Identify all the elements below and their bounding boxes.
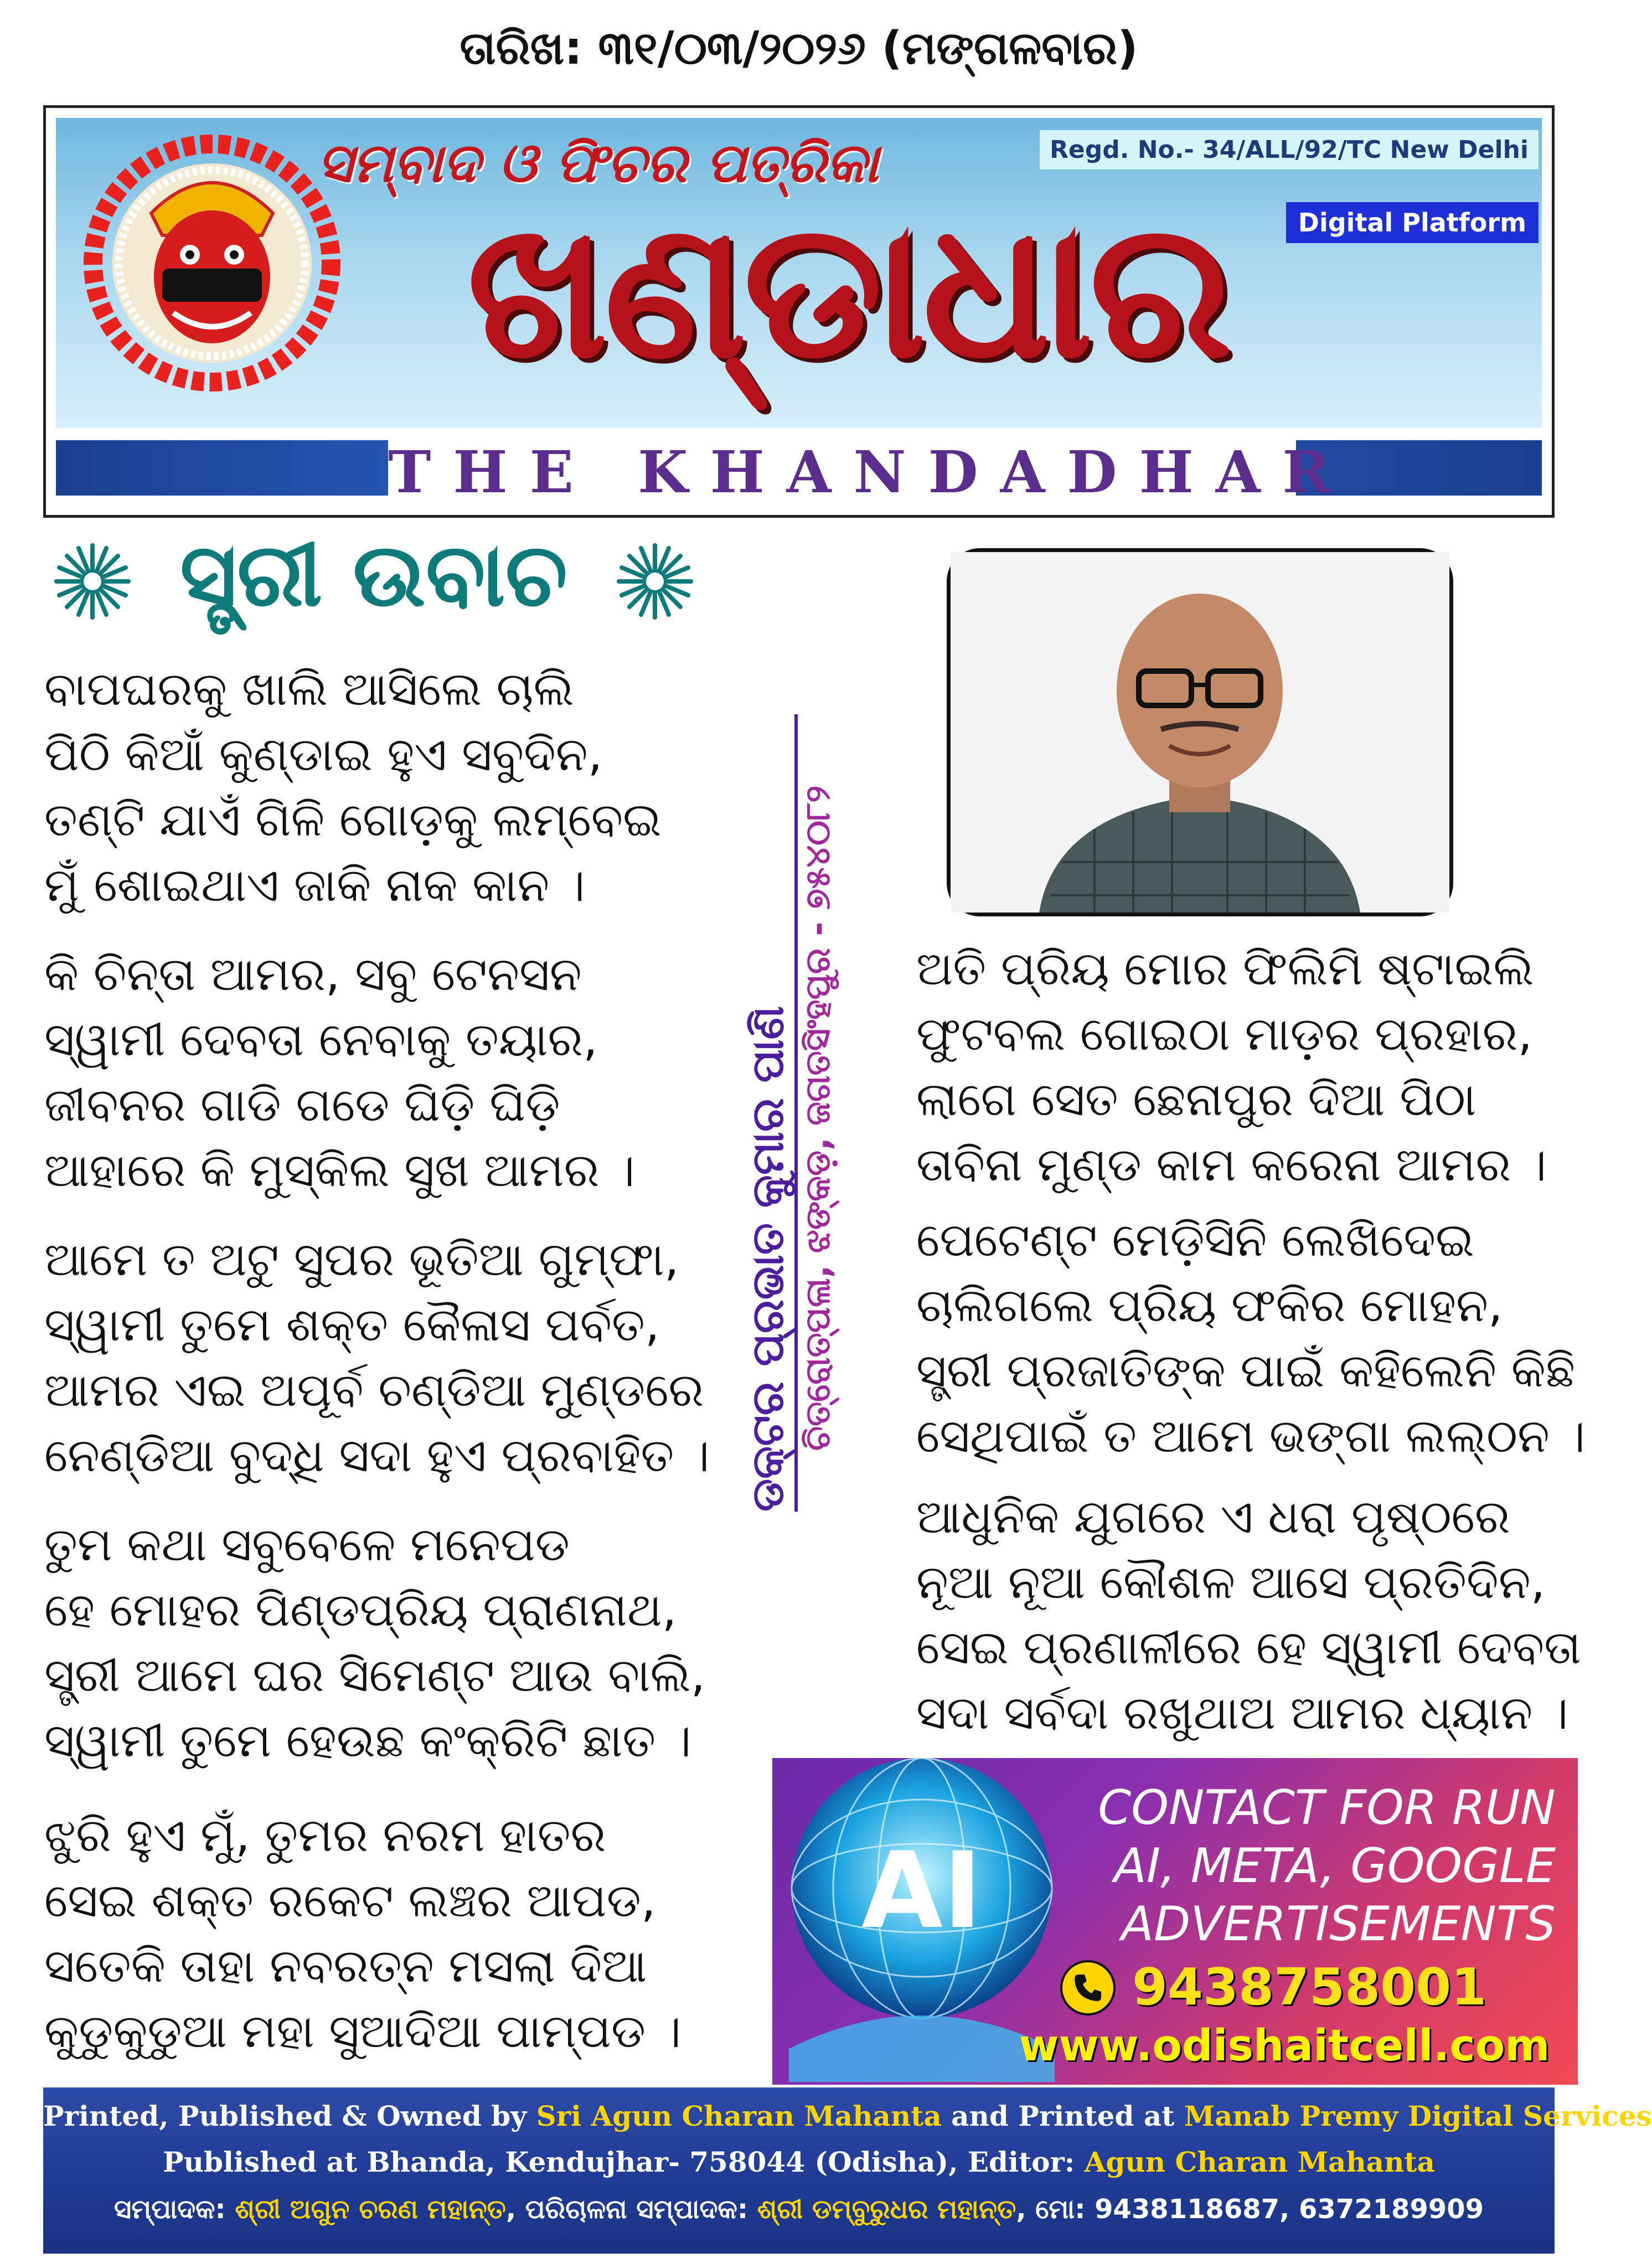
footer-editor-odia: ଶ୍ରୀ ଅଗୁନ ଚରଣ ମହାନ୍ତ xyxy=(235,2194,506,2225)
date-line: ତାରିଖ: ୩୧/୦୩/୨୦୨୬ (ମଙ୍ଗଳବାର) xyxy=(460,22,1138,75)
poem-line: ନେଣ୍ଡିଆ ବୁଦ୍ଧି ସଦା ହୁଏ ପ୍ରବାହିତ । xyxy=(44,1428,710,1482)
poem-line: ଆମେ ତ ଅଟୁ ସୁପର ଭୂତିଆ ଗୁମ୍ଫା, xyxy=(44,1232,679,1286)
deity-logo-icon xyxy=(79,130,345,396)
poem-line: ଜୀବନର ଗାଡି ଗଡେ ଘିଡ଼ି ଘିଡ଼ି xyxy=(44,1078,560,1132)
footer-contact: , ମୋ: 9438118687, 6372189909 xyxy=(1016,2194,1484,2225)
footer-line-editors xyxy=(43,2194,1555,2225)
ad-phone-number[interactable]: 9438758001 xyxy=(1132,1957,1487,2017)
poem-line: ସ୍ୱାମୀ ତୁମେ ହେଉଛ କଂକ୍ରିଟି ଛାତ । xyxy=(44,1713,691,1767)
footer-text: Printed, Published & Owned by xyxy=(43,2100,536,2132)
advertisement-banner[interactable] xyxy=(772,1758,1578,2085)
phone-icon xyxy=(1060,1960,1116,2016)
poem-title: ସ୍ତ୍ରୀ ଉବାଚ xyxy=(180,524,567,626)
poem-line: ସ୍ତ୍ରୀ ଆମେ ଘର ସିମେଣ୍ଟ ଆଉ ବାଲି, xyxy=(44,1648,706,1702)
poem-line: ମୁଁ ଶୋଇଥାଏ ଜାକି ନାକ କାନ । xyxy=(44,858,585,912)
poem-author: ଡକ୍ଟର ପ୍ରଭାତ କୁମାର ପାଣି xyxy=(742,1006,793,1512)
poem-line: ସ୍ୱାମୀ ଦେବତା ନେବାକୁ ତୟାର, xyxy=(44,1012,598,1066)
ad-headline-line: ADVERTISEMENTS xyxy=(1121,1896,1556,1952)
footer-printer-name: Manab Premy Digital Services xyxy=(1184,2100,1652,2132)
english-title: THE KHANDADHAR xyxy=(388,438,1352,506)
poem-line: ସେଇ ଶକ୍ତ ରକେଟ ଲଞ୍ଚର ଆପଡ, xyxy=(44,1873,656,1927)
sunburst-right-icon xyxy=(613,540,696,623)
poem-stanza xyxy=(44,1802,682,2064)
poem-line: ସେଇ ପ୍ରଣାଳୀରେ ହେ ସ୍ୱାମୀ ଦେବତା xyxy=(916,1620,1581,1674)
poem-line: ଲାଗେ ସେତ ଛେନାପୁର ଦିଆ ପିଠା xyxy=(916,1072,1477,1126)
poem-line: ତୁମ କଥା ସବୁବେଳେ ମନେପଡ xyxy=(44,1517,570,1571)
poem-line: ନୂଆ ନୂଆ କୌଶଳ ଆସେ ପ୍ରତିଦିନ, xyxy=(916,1555,1546,1609)
poem-stanza xyxy=(916,1484,1581,1745)
poem-line: ସତେକି ତାହା ନବରତ୍ନ ମସଲା ଦିଆ xyxy=(44,1939,647,1993)
poem-author-address: ଚିତ୍ରୋତ୍ପଳା, ଝଙ୍କଡ଼, ଜଗତସିଂହପୁର - ୭୫୪୦୮୨ xyxy=(797,785,838,1451)
poem-stanza xyxy=(44,656,662,917)
poem-line: ଚାଲିଗଲେ ପ୍ରିୟ ଫକିର ମୋହନ, xyxy=(916,1278,1503,1332)
poem-line: ସଦା ସର୍ବଦା ରଖୁଥାଅ ଆମର ଧ୍ୟାନ । xyxy=(916,1685,1568,1740)
author-photo xyxy=(947,548,1453,916)
registration-number: Regd. No.- 34/ALL/92/TC New Delhi xyxy=(1040,130,1539,169)
poem-line: ବାପଘରକୁ ଖାଲି ଆସିଲେ ଚାଲି xyxy=(44,662,574,716)
ad-headline-line: CONTACT FOR RUN xyxy=(1098,1780,1556,1836)
english-title-bar xyxy=(56,438,1542,506)
ai-globe-label: AI xyxy=(861,1829,982,1952)
footer-line-printed xyxy=(43,2100,1652,2132)
footer-text: Published at Bhanda, Kendujhar- 758044 (Odisha), Editor: xyxy=(163,2146,1085,2178)
poem-stanza xyxy=(44,941,635,1203)
poem-line: ସ୍ୱାମୀ ତୁମେ ଶକ୍ତ କୈଳାସ ପର୍ବତ, xyxy=(44,1297,660,1352)
poem-line: ତଣ୍ଟି ଯାଏଁ ଗିଳି ଗୋଡ଼କୁ ଲମ୍ବେଇ xyxy=(44,792,662,847)
masthead-tagline: ସମ୍ବାଦ ଓ ଫିଚର ପତ୍ରିକା xyxy=(317,131,879,195)
masthead-title: ଖଣ୍ଡାଧାର xyxy=(467,181,1229,400)
poem-line: ଆଧୁନିକ ଯୁଗରେ ଏ ଧରା ପୃଷ୍ଠରେ xyxy=(916,1489,1510,1544)
poem-line: ଆମର ଏଇ ଅପୂର୍ବ ଚଣ୍ଡିଆ ମୁଣ୍ଡରେ xyxy=(44,1363,704,1417)
poem-line: କି ଚିନ୍ତା ଆମର, ସବୁ ଟେନସନ xyxy=(44,947,582,1001)
poem-stanza xyxy=(916,1207,1585,1468)
poem-line: ହେ ମୋହର ପିଣ୍ଡପ୍ରିୟ ପ୍ରାଣନାଥ, xyxy=(44,1583,677,1637)
ad-headline-line: AI, META, GOOGLE xyxy=(1113,1838,1556,1894)
poem-line: ପିଠି କିଆଁ କୁଣ୍ଡାଇ ହୁଏ ସବୁଦିନ, xyxy=(44,727,603,781)
poem-line: ଅତି ପ୍ରିୟ ମୋର ଫିଲିମି ଷ୍ଟାଇଲି xyxy=(916,941,1534,996)
footer-managing-editor: ଶ୍ରୀ ଡମ୍ବୁରୁଧର ମହାନ୍ତ xyxy=(757,2194,1016,2225)
footer-owner-name: Sri Agun Charan Mahanta xyxy=(536,2100,942,2132)
author-portrait-icon xyxy=(951,552,1449,913)
footer-text: , ପରିଚାଳନା ସମ୍ପାଦକ: xyxy=(505,2194,757,2225)
ad-website-link[interactable]: www.odishaitcell.com xyxy=(1019,2021,1550,2071)
poem-stanza xyxy=(916,936,1547,1197)
digital-platform-badge: Digital Platform xyxy=(1286,202,1539,243)
poem-line: ଆହାରେ କି ମୁସ୍କିଲ ସୁଖ ଆମର । xyxy=(44,1143,635,1197)
poem-line: ସ୍ତ୍ରୀ ପ୍ରଜାତିଙ୍କ ପାଇଁ କହିଲେନି କିଛି xyxy=(916,1343,1576,1398)
footer-line-published xyxy=(43,2146,1555,2178)
poem-line: ପେଟେଣ୍ଟ ମେଡ଼ିସିନି ଲେଖିଦେଇ xyxy=(916,1213,1474,1267)
poem-line: ଝୁରି ହୁଏ ମୁଁ, ତୁମର ନରମ ହାତର xyxy=(44,1808,606,1862)
masthead xyxy=(43,105,1555,518)
sunburst-left-icon xyxy=(51,540,134,623)
poem-stanza xyxy=(44,1226,710,1488)
footer-imprint xyxy=(43,2087,1652,2254)
poem-stanza xyxy=(44,1512,705,1773)
footer-text: and Printed at xyxy=(941,2100,1184,2132)
poem-line: ତାବିନା ମୁଣ୍ଡ କାମ କରେନା ଆମର । xyxy=(916,1137,1547,1192)
footer-text: ସମ୍ପାଦକ: xyxy=(113,2194,235,2225)
poem-line: ଫୁଟବଲ ଗୋଇଠା ମାଡ଼ର ପ୍ରହାର, xyxy=(916,1007,1533,1061)
poem-line: କୁଡୁକୁଡୁଆ ମହା ସୁଆଦିଆ ପାମ୍ପଡ । xyxy=(44,2004,682,2058)
poem-line: ସେଥିପାଇଁ ତ ଆମେ ଭଙ୍ଗା ଲଲ୍ଠନ । xyxy=(916,1409,1586,1463)
footer-editor-name: Agun Charan Mahanta xyxy=(1084,2146,1435,2178)
